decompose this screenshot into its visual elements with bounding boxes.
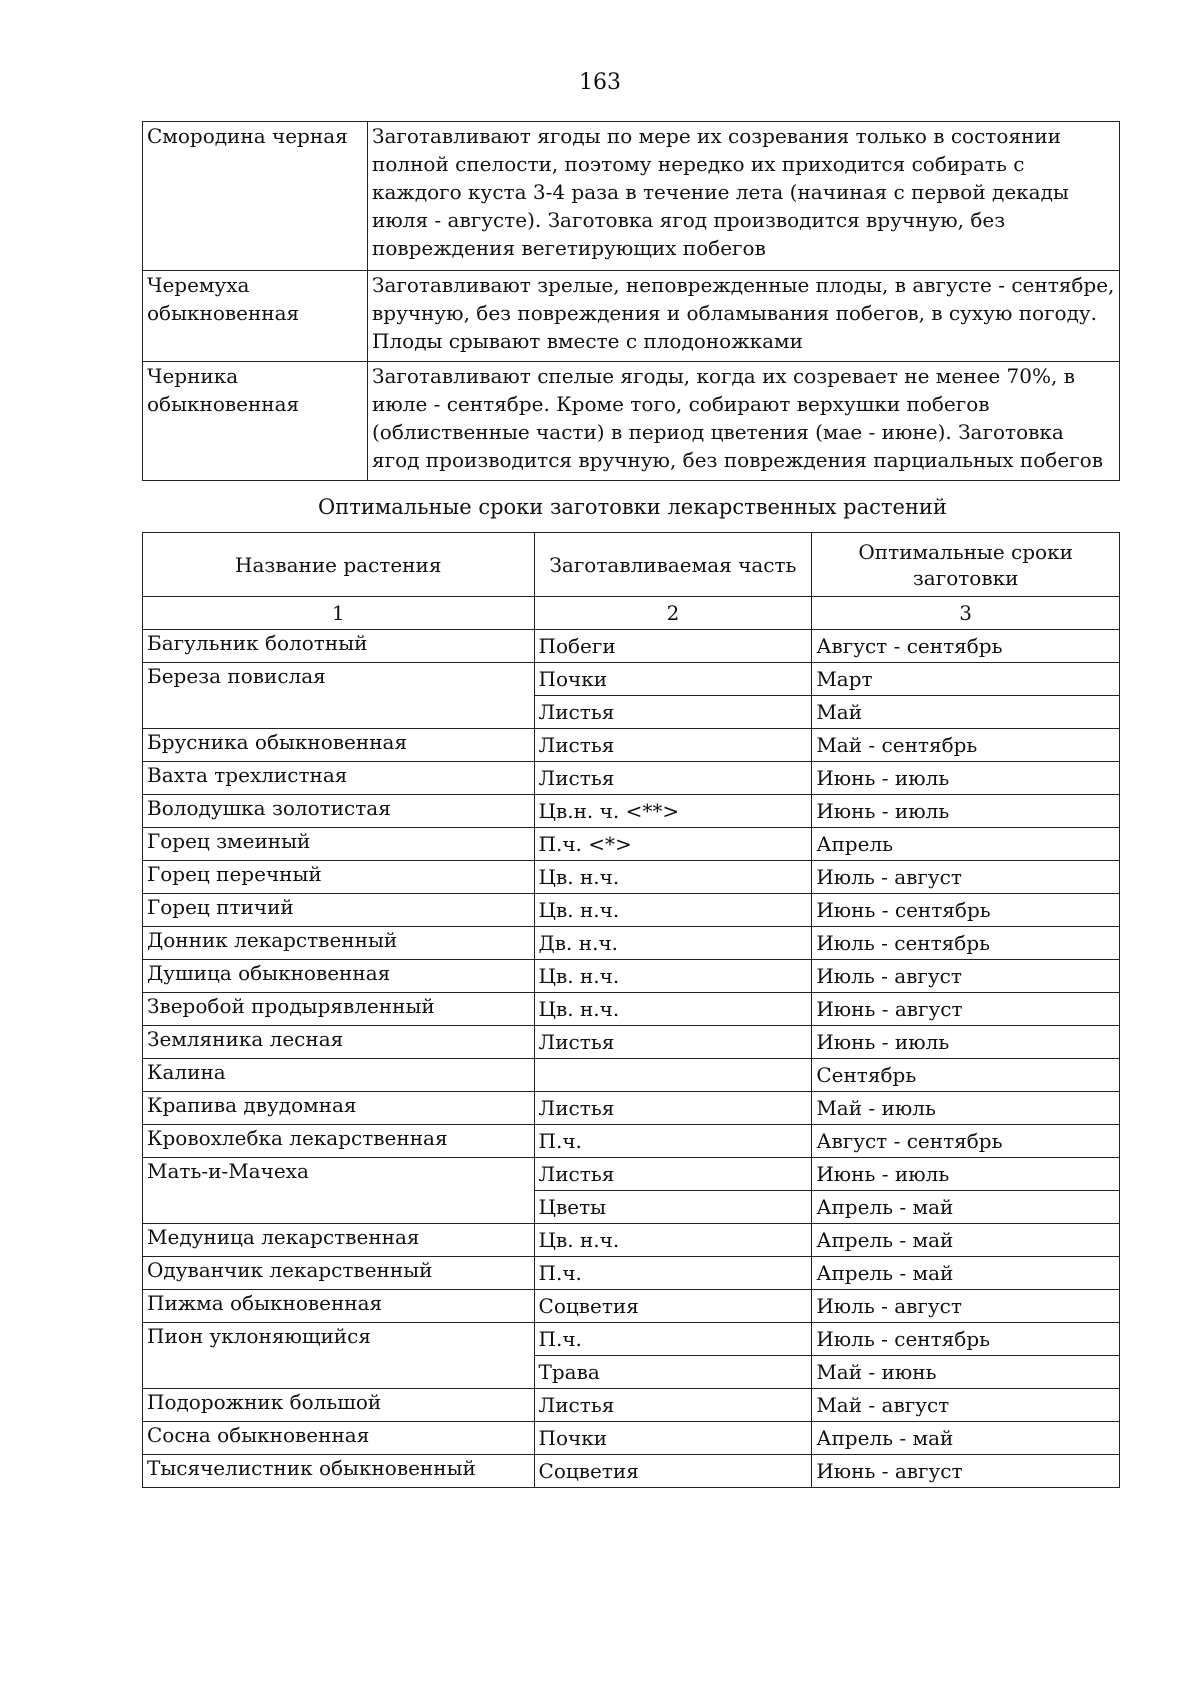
harvested-part-cell: Листья	[534, 762, 812, 795]
harvested-part-cell: П.ч. <*>	[534, 828, 812, 861]
column-header-plant: Название растения	[143, 533, 535, 597]
table-row	[143, 1224, 1120, 1257]
table-row	[143, 894, 1120, 927]
harvest-description-cell: Заготавливают спелые ягоды, когда их созревает не менее 70%, в июле - сентябре. Кроме того, собирают верхушки побегов (облиственные части) в период цветения (мае - июне). Заготовка ягод производится вручную, без повреждения парциальных побегов	[368, 362, 1120, 481]
harvested-part-cell	[534, 1059, 812, 1092]
plant-name-cell: Пион уклоняющийся	[143, 1323, 535, 1389]
harvest-description-cell: Заготавливают зрелые, неповрежденные плоды, в августе - сентябре, вручную, без повреждения и обламывания побегов, в сухую погоду. Плоды срывают вместе с плодоножками	[368, 271, 1120, 362]
plant-name-cell: Душица обыкновенная	[143, 960, 535, 993]
harvested-part-cell: П.ч.	[534, 1257, 812, 1290]
harvest-period-cell: Август - сентябрь	[812, 1125, 1120, 1158]
plant-name-cell: Горец перечный	[143, 861, 535, 894]
harvest-period-cell: Апрель - май	[812, 1224, 1120, 1257]
harvested-part-cell: Соцветия	[534, 1290, 812, 1323]
plant-name-cell: Горец змеиный	[143, 828, 535, 861]
harvested-part-cell: Трава	[534, 1356, 812, 1389]
harvested-part-cell: Листья	[534, 729, 812, 762]
plant-name-cell: Земляника лесная	[143, 1026, 535, 1059]
harvested-part-cell: Цв. н.ч.	[534, 1224, 812, 1257]
plant-name-cell: Вахта трехлистная	[143, 762, 535, 795]
optimal-harvest-table-body	[143, 630, 1120, 1488]
column-number: 2	[534, 597, 812, 630]
harvested-part-cell: Почки	[534, 663, 812, 696]
table-row	[143, 122, 1120, 271]
table-row	[143, 1422, 1120, 1455]
harvest-period-cell: Май	[812, 696, 1120, 729]
harvested-part-cell: Цв. н.ч.	[534, 894, 812, 927]
harvest-period-cell: Июнь - июль	[812, 1026, 1120, 1059]
harvest-period-cell: Сентябрь	[812, 1059, 1120, 1092]
plant-name-cell: Пижма обыкновенная	[143, 1290, 535, 1323]
plant-name-cell: Смородина черная	[143, 122, 368, 271]
harvested-part-cell: Листья	[534, 1389, 812, 1422]
plant-name-cell: Володушка золотистая	[143, 795, 535, 828]
table-row	[143, 1257, 1120, 1290]
column-header-period: Оптимальные сроки заготовки	[812, 533, 1120, 597]
harvest-period-cell: Май - июнь	[812, 1356, 1120, 1389]
table-row	[143, 362, 1120, 481]
harvest-period-cell: Июнь - июль	[812, 795, 1120, 828]
harvested-part-cell: Листья	[534, 696, 812, 729]
plant-name-cell: Багульник болотный	[143, 630, 535, 663]
table-row	[143, 1026, 1120, 1059]
harvested-part-cell: Цветы	[534, 1191, 812, 1224]
table-row	[143, 795, 1120, 828]
table-row	[143, 828, 1120, 861]
table-row	[143, 960, 1120, 993]
harvest-period-cell: Июнь - сентябрь	[812, 894, 1120, 927]
plant-name-cell: Брусника обыкновенная	[143, 729, 535, 762]
plant-name-cell: Кровохлебка лекарственная	[143, 1125, 535, 1158]
table-row	[143, 1389, 1120, 1422]
plant-name-cell: Сосна обыкновенная	[143, 1422, 535, 1455]
harvested-part-cell: Листья	[534, 1026, 812, 1059]
plant-name-cell: Подорожник большой	[143, 1389, 535, 1422]
table-row	[143, 1125, 1120, 1158]
table-row	[143, 1092, 1120, 1125]
harvest-period-cell: Апрель	[812, 828, 1120, 861]
harvest-period-cell: Июнь - август	[812, 1455, 1120, 1488]
harvest-period-cell: Июль - сентябрь	[812, 927, 1120, 960]
column-header-part: Заготавливаемая часть	[534, 533, 812, 597]
harvested-part-cell: Дв. н.ч.	[534, 927, 812, 960]
table-row	[143, 630, 1120, 663]
plant-name-cell: Мать-и-Мачеха	[143, 1158, 535, 1224]
plant-name-cell: Береза повислая	[143, 663, 535, 729]
harvested-part-cell: Цв. н.ч.	[534, 960, 812, 993]
plant-name-cell: Горец птичий	[143, 894, 535, 927]
plant-name-cell: Черемуха обыкновенная	[143, 271, 368, 362]
harvest-period-cell: Июль - сентябрь	[812, 1323, 1120, 1356]
table-row	[143, 762, 1120, 795]
plant-name-cell: Одуванчик лекарственный	[143, 1257, 535, 1290]
section-title: Оптимальные сроки заготовки лекарственных растений	[318, 495, 947, 519]
harvest-period-cell: Июнь - июль	[812, 762, 1120, 795]
harvested-part-cell: Цв.н. ч. <**>	[534, 795, 812, 828]
plant-name-cell: Зверобой продырявленный	[143, 993, 535, 1026]
harvest-period-cell: Июль - август	[812, 1290, 1120, 1323]
harvest-period-cell: Май - август	[812, 1389, 1120, 1422]
table-row	[143, 993, 1120, 1026]
table-row	[143, 729, 1120, 762]
plant-name-cell: Черника обыкновенная	[143, 362, 368, 481]
table-row	[143, 663, 1120, 696]
harvest-description-cell: Заготавливают ягоды по мере их созревания только в состоянии полной спелости, поэтому нередко их приходится собирать с каждого куста 3-4 раза в течение лета (начиная с первой декады июля - августе). Заготовка ягод производится вручную, без повреждения вегетирующих побегов	[368, 122, 1120, 271]
harvest-period-cell: Июль - август	[812, 861, 1120, 894]
table-row	[143, 1323, 1120, 1356]
column-number-row	[143, 597, 1120, 630]
column-number: 3	[812, 597, 1120, 630]
table-row	[143, 271, 1120, 362]
plant-name-cell: Тысячелистник обыкновенный	[143, 1455, 535, 1488]
harvested-part-cell: Листья	[534, 1158, 812, 1191]
table-row	[143, 927, 1120, 960]
harvested-part-cell: Листья	[534, 1092, 812, 1125]
harvested-part-cell: Почки	[534, 1422, 812, 1455]
table-row	[143, 861, 1120, 894]
harvested-part-cell: П.ч.	[534, 1125, 812, 1158]
table-row	[143, 1455, 1120, 1488]
harvest-description-table	[142, 121, 1120, 481]
harvest-period-cell: Март	[812, 663, 1120, 696]
table-row	[143, 1059, 1120, 1092]
table-row	[143, 1158, 1120, 1191]
table-row	[143, 1290, 1120, 1323]
harvest-period-cell: Май - сентябрь	[812, 729, 1120, 762]
optimal-harvest-table	[142, 532, 1120, 1488]
harvest-period-cell: Апрель - май	[812, 1257, 1120, 1290]
harvested-part-cell: Цв. н.ч.	[534, 993, 812, 1026]
harvest-period-cell: Июль - август	[812, 960, 1120, 993]
table-header-row	[143, 533, 1120, 597]
harvest-period-cell: Апрель - май	[812, 1191, 1120, 1224]
harvested-part-cell: Побеги	[534, 630, 812, 663]
harvested-part-cell: Соцветия	[534, 1455, 812, 1488]
plant-name-cell: Медуница лекарственная	[143, 1224, 535, 1257]
page-number: 163	[579, 70, 621, 95]
harvest-period-cell: Июнь - июль	[812, 1158, 1120, 1191]
plant-name-cell: Донник лекарственный	[143, 927, 535, 960]
harvest-period-cell: Апрель - май	[812, 1422, 1120, 1455]
column-number: 1	[143, 597, 535, 630]
harvest-period-cell: Май - июль	[812, 1092, 1120, 1125]
harvest-period-cell: Август - сентябрь	[812, 630, 1120, 663]
plant-name-cell: Калина	[143, 1059, 535, 1092]
plant-name-cell: Крапива двудомная	[143, 1092, 535, 1125]
harvest-period-cell: Июнь - август	[812, 993, 1120, 1026]
harvested-part-cell: П.ч.	[534, 1323, 812, 1356]
harvested-part-cell: Цв. н.ч.	[534, 861, 812, 894]
